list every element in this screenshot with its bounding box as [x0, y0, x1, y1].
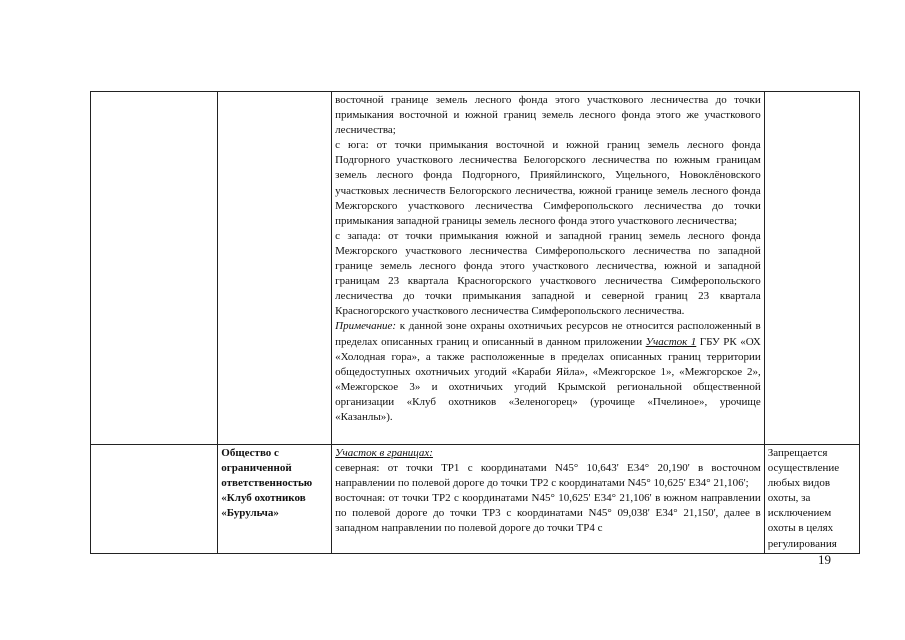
- area-reference: Участок 1: [645, 335, 697, 348]
- table-cell-empty: [764, 92, 859, 445]
- note-text: ГБУ РК «ОХ «Холодная гора», а также расположенные в пределах описанных границ территории общедоступных охотничьих угодий «Караби Яйла», «Межгорское 1», «Межгорское 2», «Межгорское 3» и охотничьих угодий Крымской региональной общественной организации «Клуб охотников «Зеленогорец» (урочище «Пчелиное», урочище «Казанлы»).: [335, 335, 761, 423]
- east-boundary: восточная: от точки ТР2 с координатами N45° 10,625' E34° 21,106' в южном направлении по полевой дороге до точки ТР3 с координатами N45° 09,038' E34° 21,150', далее в западном направлении по полевой дороге до точки ТР4 с: [335, 492, 761, 535]
- table-cell-empty: [91, 445, 218, 554]
- boundary-paragraph: с запада: от точки примыкания южной и западной границ земель лесного фонда Межгорского участкового лесничества Симферопольского лесничества по западной границе земель лесного фонда этого участкового лесничества, южной и западной границам 23 квартала Красногорского участкового лесничества Симферопольского лесничества до точки примыкания западной и северной границ 23 квартала Красногорского участкового лесничества Симферопольского лесничества.: [335, 229, 761, 318]
- table-row: [91, 445, 860, 554]
- north-boundary: северная: от точки ТР1 с координатами N45° 10,643' E34° 20,190' в восточном направлении по полевой дороге до точки ТР2 с координатами N45° 10,625' E34° 21,106';: [335, 462, 761, 490]
- document-table: [90, 91, 860, 554]
- area-heading: Участок в границах:: [335, 447, 433, 459]
- boundary-description-cell: [332, 445, 765, 554]
- table-row: [91, 92, 860, 445]
- boundary-paragraph: восточной границе земель лесного фонда этого участкового лесничества до точки примыкания восточной и южной границ земель лесного фонда этого же участкового лесничества;: [335, 94, 761, 137]
- page-number: 19: [818, 552, 831, 567]
- note-paragraph: [335, 319, 761, 425]
- table-cell-empty: [91, 92, 218, 445]
- note-text: к данной зоне охраны охотничьих ресурсов не относится расположенный в пределах описанных границ и описанный в данном приложении: [335, 320, 761, 348]
- note-label: Примечание:: [335, 320, 397, 333]
- boundary-description-cell: [332, 92, 765, 445]
- boundary-paragraph: с юга: от точки примыкания восточной и южной границ земель лесного фонда Подгорного участкового лесничества Белогорского лесничества по южным границам земель лесного фонда Подгорного, Прияйлинского, Ущельного, Новоклёновского участковых лесничеств Белогорского лесничества, южной границе земель лесного фонда Межгорского участкового лесничества Симферопольского лесничества до точки примыкания западной границы земель лесного фонда этого участкового лесничества;: [335, 139, 761, 227]
- restriction-text: Запрещается осуществление любых видов охоты, за исключением охоты в целях регулирования: [764, 445, 859, 554]
- table-cell-empty: [218, 92, 332, 445]
- organization-name: Общество с ограниченной ответственностью «Клуб охотников «Бурульча»: [218, 445, 332, 554]
